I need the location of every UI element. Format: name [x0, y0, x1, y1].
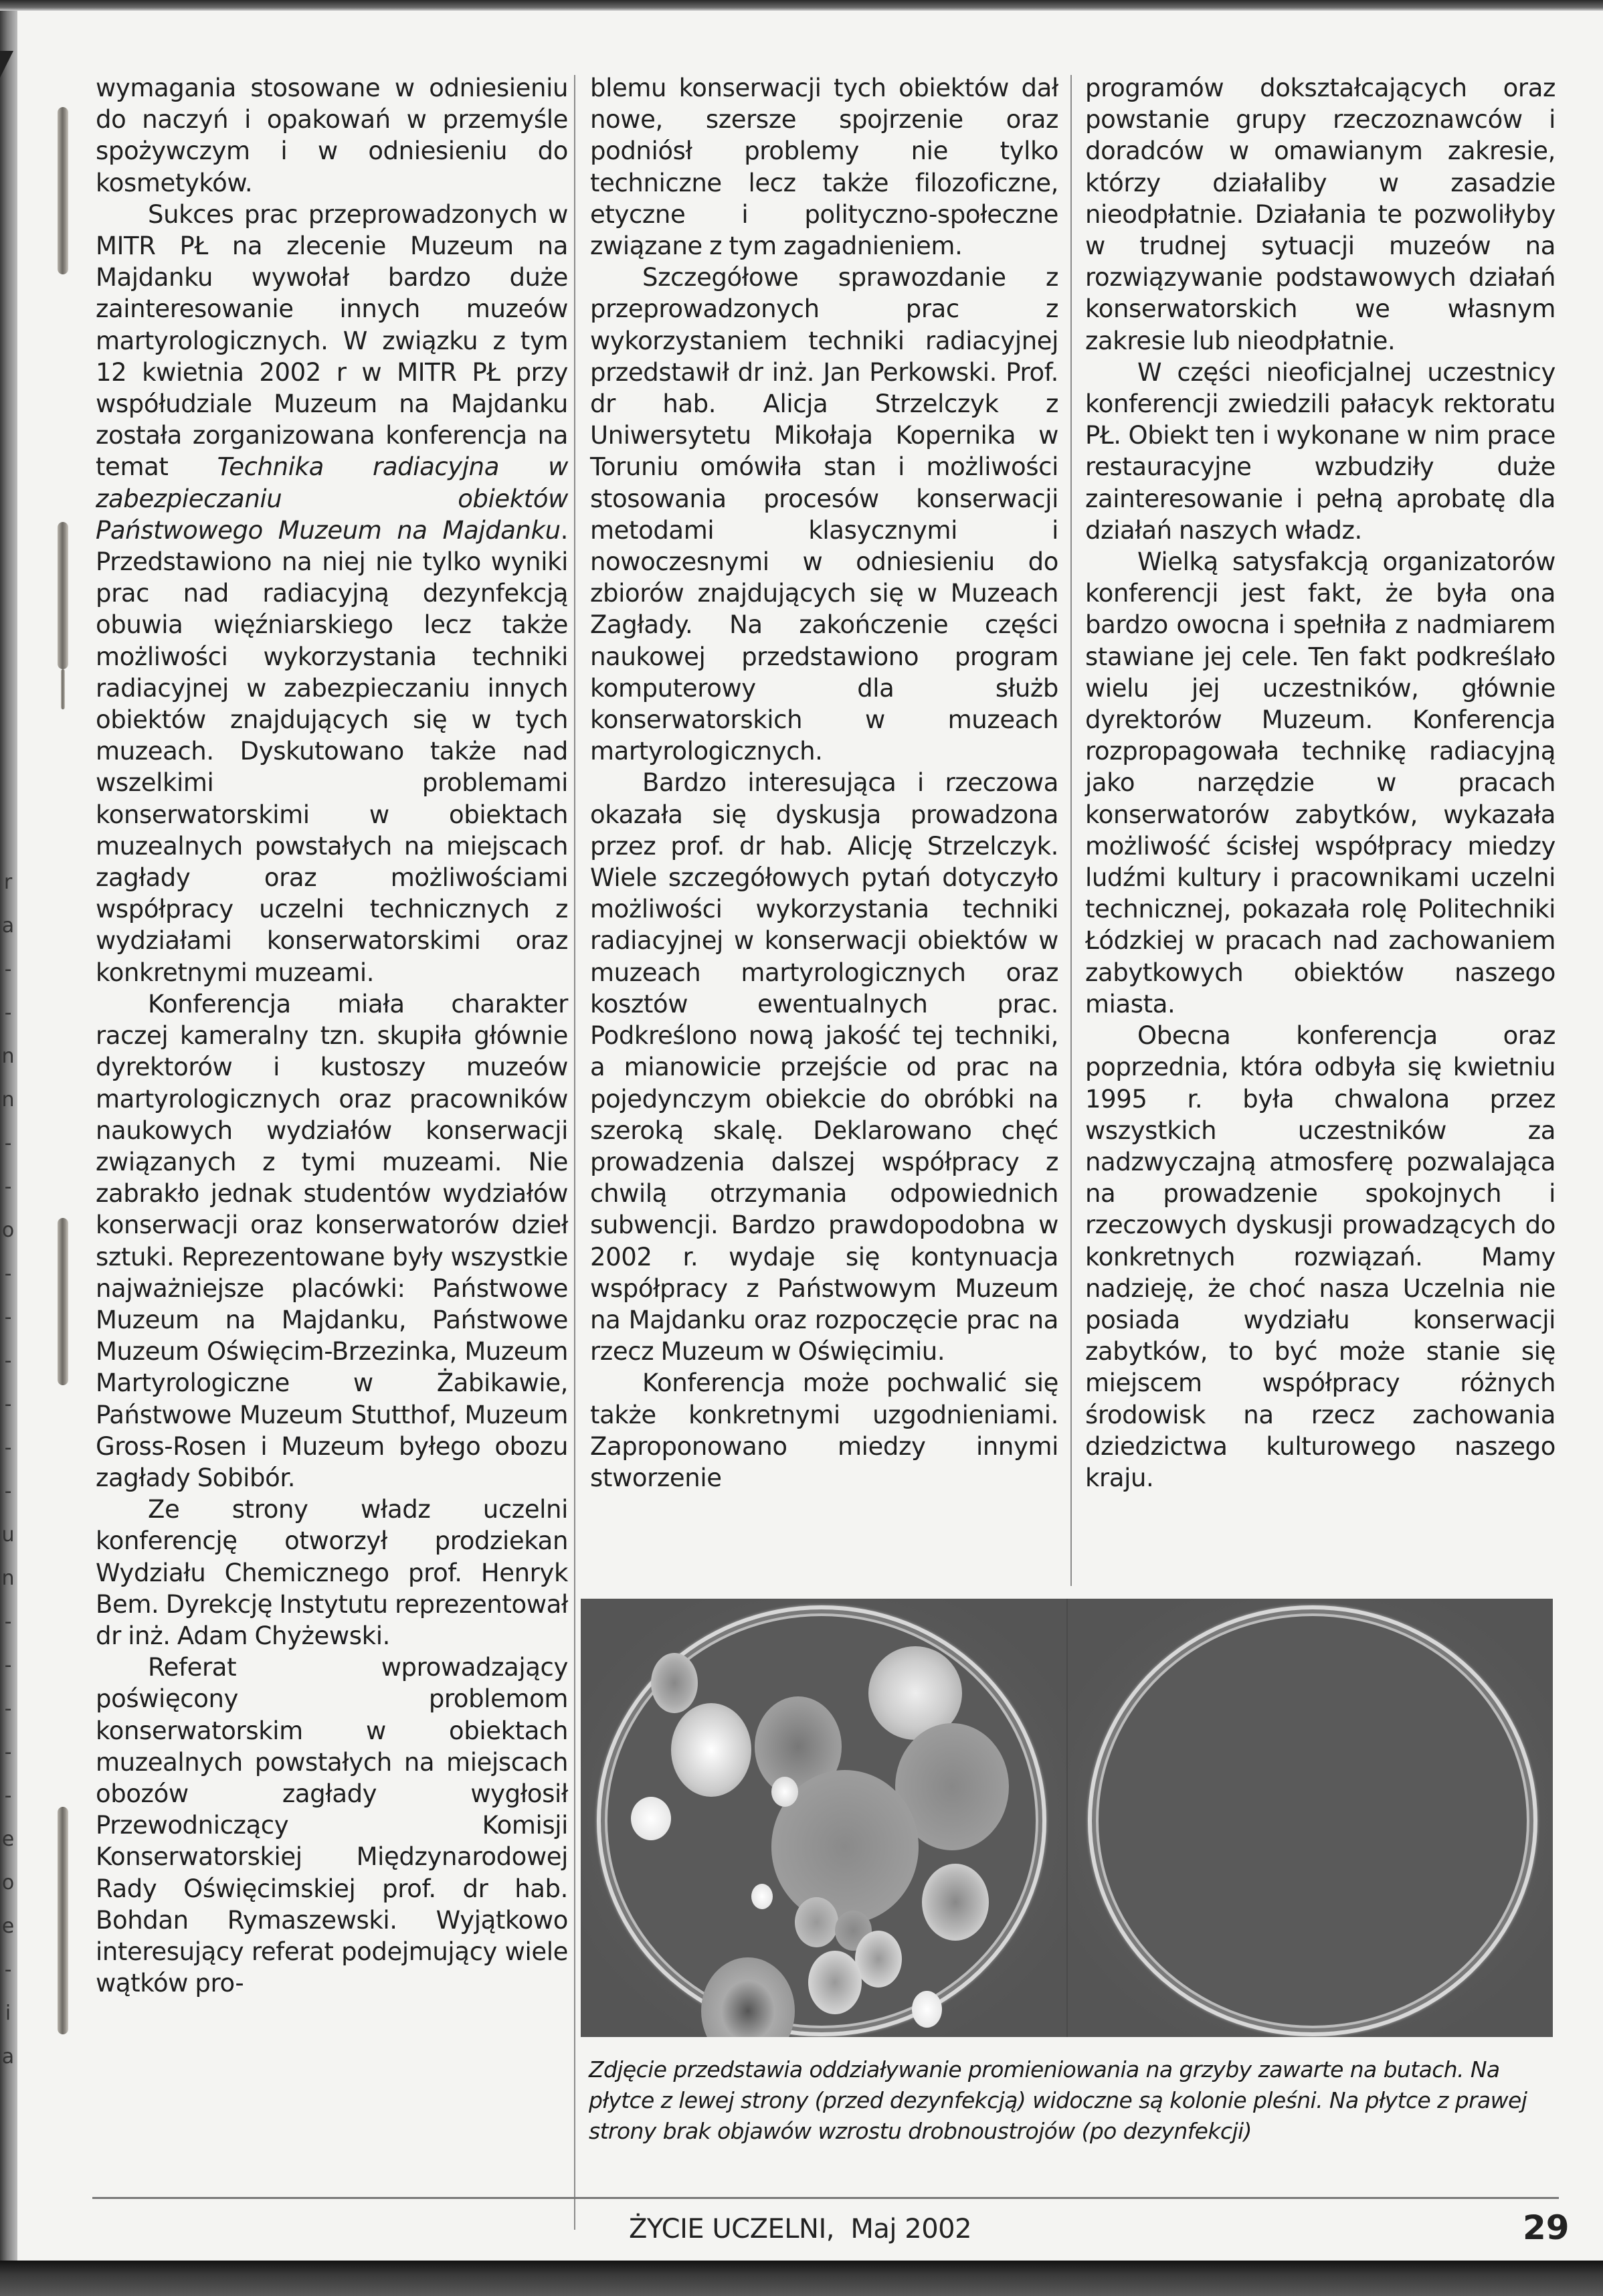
publication-footer: ŻYCIE UCZELNI, Maj 2002 [629, 2214, 972, 2244]
paragraph-text: Referat wprowadzający poświęcony problemom konserwatorskim w obiektach muzealnych powstałych na miejscach obozów zagłady wygłosił Przewodniczący Komisji Konserwatorskiej Międzynarodowej Rady Oświęcimskiej prof. dr hab. Bohdan Rymaszewski. Wyjątkowo interesujący referat podejmujący wiele wątków pro- [96, 1653, 568, 1998]
adjacent-page-glyph: - [4, 1175, 12, 1199]
adjacent-page-glyph: - [4, 1741, 12, 1764]
paragraph-text: wymagania stosowane w odniesieniu do naczyń i opakowań w przemyśle spożywczym i w odniesieniu do kosmetyków. [96, 74, 568, 197]
article-column-left [96, 72, 568, 1999]
article-paragraph [1085, 546, 1555, 1020]
binding-stitch [58, 1807, 68, 2034]
empty-petri-dish [1088, 1605, 1537, 2036]
column-divider [1070, 75, 1072, 1586]
binding-stitch [58, 1218, 68, 1385]
paragraph-text: Ze strony władz uczelni konferencję otworzył prodziekan Wydziału Chemicznego prof. Henryk Bem. Dyrekcję Instytutu reprezentował dr inż. Adam Chyżewski. [96, 1495, 568, 1650]
adjacent-page-glyph: - [4, 1393, 12, 1416]
petri-dish-with-mold-colonies [597, 1605, 1046, 2036]
petri-dish-photo [581, 1599, 1553, 2037]
article-paragraph [96, 72, 568, 199]
adjacent-page-glyph: n [1, 1567, 15, 1590]
petri-dish-before-disinfection [581, 1599, 1066, 2037]
adjacent-page-glyph: n [1, 1045, 15, 1068]
adjacent-page-glyph: i [5, 2002, 11, 2025]
article-column-middle [590, 72, 1058, 1494]
article-paragraph [96, 988, 568, 1494]
adjacent-page-glyph: - [4, 1001, 12, 1025]
adjacent-page-corner [0, 51, 13, 78]
footer-rule [92, 2197, 1559, 2199]
adjacent-page-glyph: - [4, 1784, 12, 1807]
adjacent-page-glyph: e [1, 1828, 15, 1851]
article-paragraph [590, 767, 1058, 1367]
adjacent-page-glyph: a [1, 914, 15, 938]
adjacent-page-glyph: - [4, 1132, 12, 1155]
article-paragraph [96, 199, 568, 988]
paragraph-text: Szczegółowe sprawozdanie z przeprowadzonych prac z wykorzystaniem techniki radiacyjnej przedstawił dr inż. Jan Perkowski. Prof. dr hab. Alicja Strzelczyk z Uniwersytetu Mikołaja Kopernika w Toruniu omówiła stan i możliwości stosowania procesów konserwacji metodami klasycznymi i nowoczesnymi w odniesieniu do zbiorów znajdujących się w Muzeach Zagłady. Na zakończenie części naukowej przedstawiono program komputerowy dla służb konserwatorskich w muzeach martyrologicznych. [590, 263, 1058, 766]
adjacent-page-glyph: - [4, 1480, 12, 1503]
adjacent-page-glyph: a [1, 2045, 15, 2068]
adjacent-page-glyph: - [4, 1349, 12, 1373]
paragraph-text: Bardzo interesująca i rzeczowa okazała się dyskusja prowadzona przez prof. dr hab. Alicję Strzelczyk. Wiele szczegółowych pytań dotyczyło możliwości wykorzystania techniki radiacyjnej w konserwacji obiektów w muzeach martyrologicznych oraz kosztów ewentualnych prac. Podkreślono nową jakość tej techniki, a mianowicie przejście od prac na pojedynczym obiekcie do obróbki na szeroką skalę. Deklarowano chęć prowadzenia dalszej współpracy z chwilą otrzymania odpowiednich subwencji. Bardzo prawdopodobna w 2002 r. wydaje się kontynuacja współpracy z Państwowym Muzeum na Majdanku oraz rozpoczęcie prac na rzecz Muzeum w Oświęcimiu. [590, 768, 1058, 1366]
adjacent-page-glyph: - [4, 1610, 12, 1633]
adjacent-page-letters [0, 861, 16, 2079]
paragraph-text: Konferencja może pochwalić się także konkretnymi uzgodnieniami. Zaproponowano miedzy innymi stworzenie [590, 1368, 1058, 1492]
adjacent-page-glyph: o [1, 1871, 15, 1894]
petri-dish-after-disinfection [1066, 1599, 1553, 2037]
adjacent-page-glyph: e [1, 1915, 15, 1938]
binding-stitch [58, 522, 68, 669]
article-paragraph [590, 1367, 1058, 1494]
adjacent-page-glyph: - [4, 1697, 12, 1720]
article-paragraph [96, 1652, 568, 1999]
paragraph-text: W części nieoficjalnej uczestnicy konferencji zwiedzili pałacyk rektoratu PŁ. Obiekt ten i wykonane w nim prace restauracyjne wzbudziły duże zainteresowanie i pełną aprobatę dla działań naszych władz. [1085, 357, 1555, 545]
adjacent-page-glyph: - [4, 1262, 12, 1286]
conference-title: Technika radiacyjna w zabezpieczaniu obiektów Państwowego Muzeum na Majdanku [96, 452, 568, 545]
paragraph-text: Obecna konferencja oraz poprzednia, która odbyła się kwietniu 1995 r. była chwalona przez wszystkich uczestników za nadzwyczajną atmosferę pozwalająca na prowadzenie spokojnych i rzeczowych dyskusji prowadzących do konkretnych rozwiązań. Mamy nadzieję, że choć nasza Uczelnia nie posiada wydziału konserwacji zabytków, to być może stanie się miejscem współpracy różnych środowisk na rzecz zachowania dziedzictwa kulturowego naszego kraju. [1085, 1021, 1555, 1492]
article-paragraph [590, 72, 1058, 262]
article-paragraph [96, 1494, 568, 1652]
article-paragraph [590, 262, 1058, 767]
paragraph-text: Konferencja miała charakter raczej kameralny tzn. skupiła głównie dyrektorów i kustoszy muzeów martyrologicznych oraz pracowników naukowych wydziałów konserwacji związanych z tymi muzeami. Nie zabrakło jednak studentów wydziałów konserwacji oraz konserwatorów dzieł sztuki. Reprezentowane były wszystkie najważniejsze placówki: Państwowe Muzeum na Majdanku, Państwowe Muzeum Oświęcim-Brzezinka, Muzeum Martyrologiczne w Żabikawie, Państwowe Muzeum Stutthof, Muzeum Gross-Rosen i Muzeum byłego obozu zagłady Sobibór. [96, 989, 568, 1492]
adjacent-page-glyph: u [1, 1523, 15, 1547]
paragraph-text: Wielką satysfakcją organizatorów konferencji jest fakt, że była ona bardzo owocna i spełniła z nadmiarem stawiane jej cele. Ten fakt podkreślało wielu jej uczestników, głównie dyrektorów Muzeum. Konferencja rozpropagowała technikę radiacyjną jako narzędzie w pracach konserwatorów zabytków, wykazała możliwość ścisłej współpracy miedzy ludźmi kultury i pracownikami uczelni technicznej, pokazała rolę Politechniki Łódzkiej w pracach nad zachowaniem zabytkowych obiektów naszego miasta. [1085, 547, 1555, 1019]
adjacent-page-glyph: - [4, 1436, 12, 1460]
article-column-right [1085, 72, 1555, 1494]
paragraph-text: Sukces prac przeprowadzonych w MITR PŁ na zlecenie Muzeum na Majdanku wywołał bardzo duże zainteresowanie innych muzeów martyrologicznych. W związku z tym 12 kwietnia 2002 r w MITR PŁ przy współudziale Muzeum na Majdanku została zorganizowana konferencja na temat [96, 199, 568, 482]
binding-stitch [58, 107, 68, 274]
article-paragraph [1085, 357, 1555, 546]
paragraph-text: . Przedstawiono na niej nie tylko wyniki prac nad radiacyjną dezynfekcją obuwia więźniarskiego lecz także możliwości wykorzystania techniki radiacyjnej w zabezpieczaniu innych obiektów znajdujących się w tych muzeach. Dyskutowano także nad wszelkimi problemami konserwatorskimi w obiektach muzealnych powstałych na miejscach zagłady oraz możliwościami współpracy uczelni technicznych z wydziałami konserwatorskimi oraz konkretnymi muzeami. [96, 515, 568, 987]
adjacent-page-edge [0, 11, 17, 2261]
adjacent-page-glyph: n [1, 1088, 15, 1112]
article-paragraph [1085, 72, 1555, 357]
adjacent-page-glyph: r [3, 871, 13, 894]
adjacent-page-glyph: - [4, 1306, 12, 1329]
figure-caption: Zdjęcie przedstawia oddziaływanie promieniowania na grzyby zawarte na butach. Na płytce z lewej strony (przed dezynfekcją) widoczne są kolonie pleśni. Na płytce z prawej strony brak objawów wzrostu drobnoustrojów (po dezynfekcji) [589, 2056, 1527, 2144]
adjacent-page-glyph: - [4, 1654, 12, 1677]
paragraph-text: programów dokształcających oraz powstanie grupy rzeczoznawców i doradców w omawianym zakresie, którzy działaliby w zasadzie nieodpłatnie. Działania te pozwoliłyby w trudnej sytuacji muzeów na rozwiązywanie podstawowych działań konserwatorskich we własnym zakresie lub nieodpłatnie. [1085, 74, 1555, 355]
article-paragraph [1085, 1020, 1555, 1494]
binding-thread [61, 669, 65, 709]
page-number: 29 [1523, 2208, 1570, 2247]
column-divider [574, 75, 575, 2230]
adjacent-page-glyph: - [4, 1958, 12, 1981]
adjacent-page-glyph: o [1, 1219, 15, 1242]
scan-top-edge [0, 0, 1603, 11]
adjacent-page-glyph: - [4, 958, 12, 981]
paragraph-text: blemu konserwacji tych obiektów dał nowe, szersze spojrzenie oraz podniósł problemy nie tylko techniczne lecz także filozoficzne, etyczne i polityczno-społeczne związane z tym zagadnieniem. [590, 74, 1058, 261]
scan-bottom-edge [0, 2261, 1603, 2296]
